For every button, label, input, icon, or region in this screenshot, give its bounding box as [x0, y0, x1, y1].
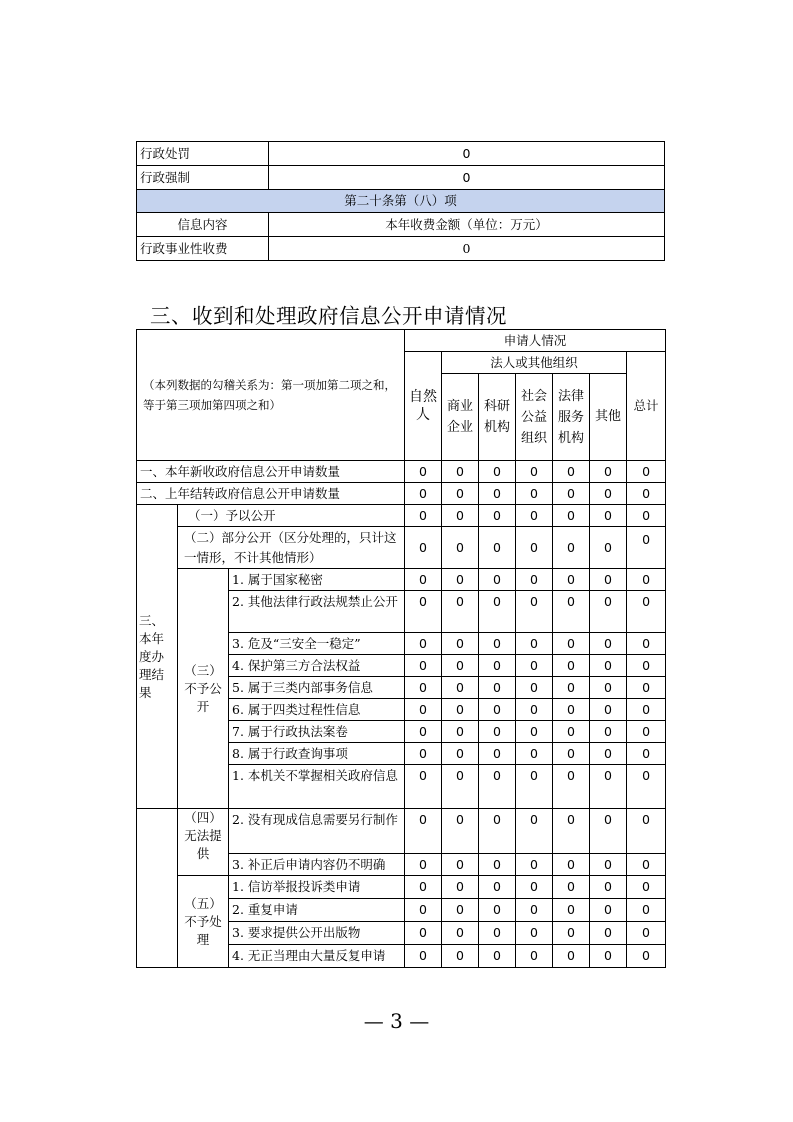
row-label: 行政强制	[137, 166, 269, 190]
cell-value: 0	[479, 809, 516, 854]
cell-value: 0	[516, 876, 553, 899]
cell-value: 0	[479, 899, 516, 922]
row-label: 8. 属于行政查询事项	[229, 743, 405, 765]
header-natural-person: 自然人	[405, 352, 442, 461]
cell-value: 0	[479, 743, 516, 765]
cell-value: 0	[405, 569, 442, 591]
row-label: 一、本年新收政府信息公开申请数量	[137, 461, 405, 483]
row-label: （一）予以公开	[178, 505, 405, 527]
row-label: 1. 信访举报投诉类申请	[229, 876, 405, 899]
row-value: 0	[269, 142, 665, 166]
cell-value: 0	[479, 461, 516, 483]
header-total: 总计	[627, 352, 666, 461]
cell-value: 0	[479, 655, 516, 677]
cell-value: 0	[442, 677, 479, 699]
cell-value: 0	[516, 854, 553, 876]
cell-value: 0	[627, 569, 666, 591]
cell-value: 0	[516, 461, 553, 483]
cell-value: 0	[516, 677, 553, 699]
application-table	[136, 329, 666, 809]
cell-value: 0	[479, 633, 516, 655]
cell-value: 0	[590, 505, 627, 527]
cell-value: 0	[479, 721, 516, 743]
cell-value: 0	[516, 809, 553, 854]
cell-value: 0	[479, 699, 516, 721]
header-research: 科研机构	[479, 374, 516, 461]
cell-value: 0	[479, 945, 516, 968]
cell-value: 0	[479, 591, 516, 633]
cell-value: 0	[442, 569, 479, 591]
group-label: （三）不予公开	[178, 569, 229, 809]
cell-value: 0	[479, 483, 516, 505]
header-info-content: 信息内容	[137, 213, 269, 237]
cell-value: 0	[590, 721, 627, 743]
cell-value: 0	[627, 483, 666, 505]
cell-value: 0	[590, 809, 627, 854]
cell-value: 0	[405, 721, 442, 743]
cell-value: 0	[479, 677, 516, 699]
table-row	[137, 483, 666, 505]
cell-value: 0	[627, 765, 666, 809]
cell-value: 0	[516, 483, 553, 505]
row-label: 2. 其他法律行政法规禁止公开	[229, 591, 405, 633]
cell-value: 0	[479, 569, 516, 591]
cell-value: 0	[553, 655, 590, 677]
cell-value: 0	[442, 809, 479, 854]
header-commercial: 商业企业	[442, 374, 479, 461]
table-row	[137, 876, 666, 899]
cell-value: 0	[442, 765, 479, 809]
cell-value: 0	[590, 876, 627, 899]
cell-value: 0	[479, 854, 516, 876]
cell-value: 0	[405, 809, 442, 854]
cell-value: 0	[627, 945, 666, 968]
cell-value: 0	[442, 461, 479, 483]
cell-value: 0	[516, 505, 553, 527]
cell-value: 0	[627, 743, 666, 765]
row-label: 6. 属于四类过程性信息	[229, 699, 405, 721]
cell-value: 0	[405, 765, 442, 809]
cell-value: 0	[405, 876, 442, 899]
results-label: 三、本年度办理结果	[137, 505, 178, 809]
header-fee-amount: 本年收费金额（单位：万元）	[269, 213, 665, 237]
page-number: — 3 —	[363, 1009, 430, 1033]
table-row	[137, 237, 665, 261]
section-title: 三、收到和处理政府信息公开申请情况	[150, 304, 507, 328]
cell-value: 0	[405, 461, 442, 483]
cell-value: 0	[442, 854, 479, 876]
cell-value: 0	[553, 505, 590, 527]
group-label: （四）无法提供	[178, 809, 229, 876]
cell-value: 0	[627, 505, 666, 527]
cell-value: 0	[479, 765, 516, 809]
cell-value: 0	[553, 809, 590, 854]
cell-value: 0	[442, 699, 479, 721]
cell-value: 0	[590, 591, 627, 633]
cell-value: 0	[442, 945, 479, 968]
cell-value: 0	[479, 876, 516, 899]
cell-value: 0	[442, 591, 479, 633]
header-note: （本列数据的勾稽关系为：第一项加第二项之和，等于第三项加第四项之和）	[137, 330, 405, 461]
cell-value: 0	[627, 461, 666, 483]
cell-value: 0	[553, 743, 590, 765]
cell-value: 0	[442, 655, 479, 677]
cell-value: 0	[553, 854, 590, 876]
cell-value: 0	[442, 483, 479, 505]
row-label: 行政事业性收费	[137, 237, 269, 261]
row-label: 5. 属于三类内部事务信息	[229, 677, 405, 699]
cell-value: 0	[590, 633, 627, 655]
table-row	[137, 527, 666, 569]
cell-value: 0	[627, 809, 666, 854]
cell-value: 0	[479, 505, 516, 527]
cell-value: 0	[590, 899, 627, 922]
cell-value: 0	[553, 483, 590, 505]
cell-value: 0	[553, 765, 590, 809]
cell-value: 0	[442, 876, 479, 899]
cell-value: 0	[516, 922, 553, 945]
cell-value: 0	[553, 569, 590, 591]
cell-value: 0	[553, 945, 590, 968]
cell-value: 0	[405, 527, 442, 569]
row-label: 4. 无正当理由大量反复申请	[229, 945, 405, 968]
cell-value: 0	[553, 899, 590, 922]
header-other: 其他	[590, 374, 627, 461]
cell-value: 0	[516, 655, 553, 677]
row-label: 2. 重复申请	[229, 899, 405, 922]
cell-value: 0	[405, 483, 442, 505]
group-label: （五）不予处理	[178, 876, 229, 968]
cell-value: 0	[627, 876, 666, 899]
cell-value: 0	[590, 655, 627, 677]
cell-value: 0	[627, 899, 666, 922]
cell-value: 0	[442, 721, 479, 743]
cell-value: 0	[479, 922, 516, 945]
cell-value: 0	[405, 743, 442, 765]
cell-value: 0	[553, 633, 590, 655]
cell-value: 0	[553, 677, 590, 699]
cell-value: 0	[590, 922, 627, 945]
header-legal-entity: 法人或其他组织	[442, 352, 627, 374]
row-label: 7. 属于行政执法案卷	[229, 721, 405, 743]
row-label: 3. 要求提供公开出版物	[229, 922, 405, 945]
section-band: 第二十条第（八）项	[137, 190, 665, 213]
cell-value: 0	[627, 854, 666, 876]
cell-value: 0	[590, 527, 627, 569]
cell-value: 0	[405, 677, 442, 699]
cell-value: 0	[442, 899, 479, 922]
cell-value: 0	[516, 591, 553, 633]
cell-value: 0	[553, 721, 590, 743]
table-row	[137, 569, 666, 591]
cell-value: 0	[590, 461, 627, 483]
application-table-lower	[136, 808, 666, 968]
cell-value: 0	[405, 699, 442, 721]
cell-value: 0	[442, 922, 479, 945]
cell-value: 0	[516, 721, 553, 743]
row-value: 0	[269, 166, 665, 190]
cell-value: 0	[442, 527, 479, 569]
row-label: 1. 属于国家秘密	[229, 569, 405, 591]
cell-value: 0	[405, 899, 442, 922]
row-label: 二、上年结转政府信息公开申请数量	[137, 483, 405, 505]
table-row	[137, 461, 666, 483]
cell-value: 0	[516, 899, 553, 922]
cell-value: 0	[590, 483, 627, 505]
cell-value: 0	[627, 591, 666, 633]
cell-value: 0	[405, 591, 442, 633]
cell-value: 0	[442, 743, 479, 765]
cell-value: 0	[516, 569, 553, 591]
row-label: 行政处罚	[137, 142, 269, 166]
header-row	[137, 213, 665, 237]
table-row	[137, 809, 666, 854]
cell-value: 0	[590, 569, 627, 591]
cell-value: 0	[590, 765, 627, 809]
cell-value: 0	[627, 655, 666, 677]
cell-value: 0	[516, 765, 553, 809]
cell-value: 0	[516, 633, 553, 655]
cell-value: 0	[479, 527, 516, 569]
cell-value: 0	[627, 633, 666, 655]
cell-value: 0	[405, 655, 442, 677]
cell-value: 0	[553, 591, 590, 633]
cell-value: 0	[590, 945, 627, 968]
cell-value: 0	[553, 876, 590, 899]
cell-value: 0	[442, 633, 479, 655]
cell-value: 0	[516, 699, 553, 721]
cell-value: 0	[516, 527, 553, 569]
cell-value: 0	[553, 461, 590, 483]
cell-value: 0	[590, 677, 627, 699]
row-label: 3. 危及“三安全一稳定”	[229, 633, 405, 655]
cell-value: 0	[553, 699, 590, 721]
table-row	[137, 505, 666, 527]
row-label: （二）部分公开（区分处理的，只计这一情形，不计其他情形）	[178, 527, 405, 569]
cell-value: 0	[405, 945, 442, 968]
section-band-row	[137, 190, 665, 213]
cell-value: 0	[627, 721, 666, 743]
row-label: 2. 没有现成信息需要另行制作	[229, 809, 405, 854]
cell-value: 0	[553, 527, 590, 569]
row-label: 3. 补正后申请内容仍不明确	[229, 854, 405, 876]
row-value: 0	[269, 237, 665, 261]
cell-value: 0	[627, 922, 666, 945]
header-legal-services: 法律服务机构	[553, 374, 590, 461]
header-applicant: 申请人情况	[405, 330, 666, 352]
results-label-continued	[137, 809, 178, 968]
table-row	[137, 142, 665, 166]
cell-value: 0	[627, 677, 666, 699]
header-row	[137, 330, 666, 352]
table-row	[137, 166, 665, 190]
cell-value: 0	[590, 854, 627, 876]
cell-value: 0	[442, 505, 479, 527]
cell-value: 0	[405, 854, 442, 876]
cell-value: 0	[553, 922, 590, 945]
cell-value: 0	[627, 699, 666, 721]
cell-value: 0	[590, 743, 627, 765]
cell-value: 0	[590, 699, 627, 721]
row-label: 1. 本机关不掌握相关政府信息	[229, 765, 405, 809]
disclosure-table-top	[136, 141, 665, 261]
cell-value: 0	[516, 743, 553, 765]
cell-value: 0	[405, 633, 442, 655]
header-public-welfare: 社会公益组织	[516, 374, 553, 461]
cell-value: 0	[405, 922, 442, 945]
cell-value: 0	[405, 505, 442, 527]
row-label: 4. 保护第三方合法权益	[229, 655, 405, 677]
cell-value: 0	[627, 527, 666, 569]
cell-value: 0	[516, 945, 553, 968]
